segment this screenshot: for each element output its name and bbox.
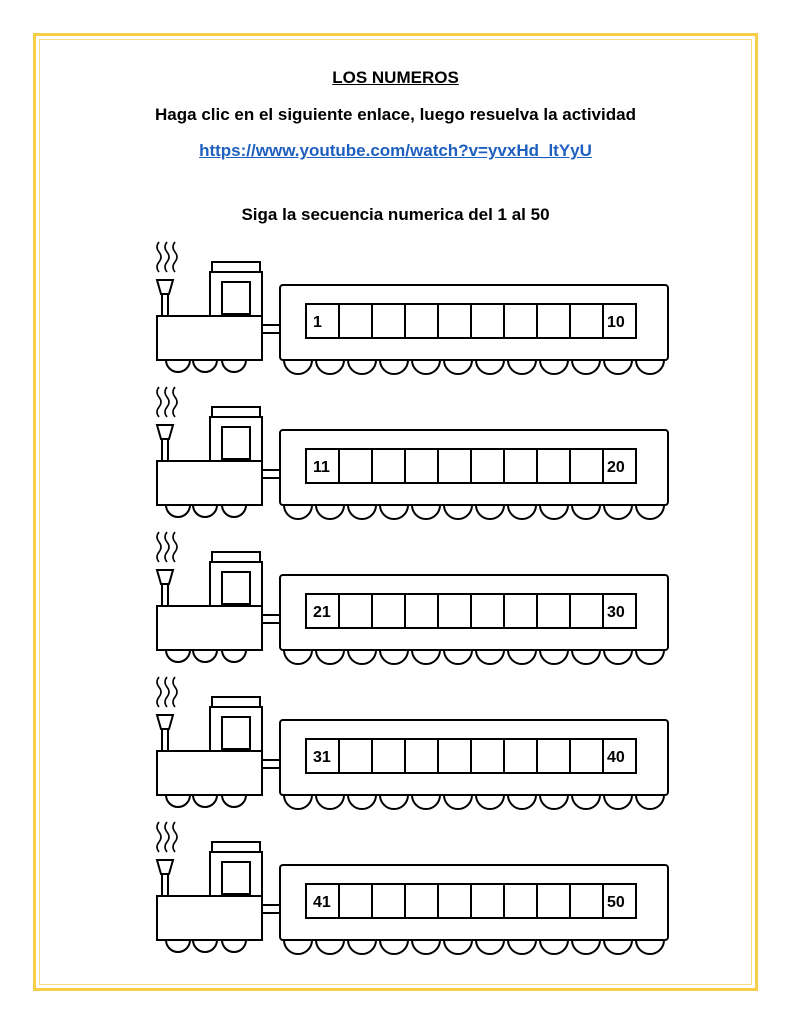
wheel-icon: [476, 505, 504, 519]
wheel-icon: [444, 940, 472, 954]
end-number: 40: [607, 749, 625, 766]
wheel-icon: [166, 360, 190, 372]
number-box: [570, 739, 603, 773]
wheel-icon: [508, 360, 536, 374]
wheel-icon: [572, 360, 600, 374]
chimney-icon: [157, 570, 173, 584]
wheel-icon: [636, 650, 664, 664]
number-box: [504, 304, 537, 338]
number-box: [471, 304, 504, 338]
end-number: 50: [607, 894, 625, 911]
wheel-icon: [348, 795, 376, 809]
number-box: [372, 304, 405, 338]
wheel-icon: [316, 795, 344, 809]
number-box: [405, 449, 438, 483]
number-box: [339, 739, 372, 773]
wheel-icon: [193, 360, 217, 372]
coupling: [262, 905, 280, 913]
chimney-icon: [157, 425, 173, 439]
page-title: LOS NUMEROS: [332, 68, 459, 87]
number-box: [438, 739, 471, 773]
engine-body: [157, 461, 262, 505]
wheel-icon: [380, 360, 408, 374]
wheel-icon: [166, 505, 190, 517]
wheel-icon: [412, 940, 440, 954]
number-box: [504, 884, 537, 918]
wheel-icon: [348, 650, 376, 664]
engine-body: [157, 606, 262, 650]
train-2: [157, 387, 668, 519]
youtube-link[interactable]: https://www.youtube.com/watch?v=yvxHd_ltYyU: [199, 141, 592, 160]
wheel-icon: [166, 795, 190, 807]
chimney-stem: [162, 584, 168, 606]
cabin-roof: [212, 552, 260, 562]
number-box: [339, 594, 372, 628]
start-number: 41: [313, 894, 331, 911]
wheel-icon: [636, 505, 664, 519]
wheel-icon: [284, 940, 312, 954]
wheel-icon: [476, 940, 504, 954]
chimney-stem: [162, 874, 168, 896]
wheel-icon: [572, 650, 600, 664]
wheel-icon: [193, 650, 217, 662]
wheel-icon: [348, 940, 376, 954]
coupling: [262, 470, 280, 478]
wheel-icon: [193, 940, 217, 952]
wheel-icon: [508, 505, 536, 519]
number-box: [438, 449, 471, 483]
number-box: [537, 739, 570, 773]
number-box: [438, 884, 471, 918]
wheel-icon: [316, 650, 344, 664]
wheel-icon: [508, 650, 536, 664]
wheel-icon: [540, 650, 568, 664]
train-5: [157, 822, 668, 954]
coupling: [262, 325, 280, 333]
chimney-icon: [157, 715, 173, 729]
smoke-icon: [157, 822, 161, 852]
train-3: [157, 532, 668, 664]
smoke-icon: [173, 532, 177, 562]
number-box: [504, 449, 537, 483]
number-box: [405, 594, 438, 628]
cabin-roof: [212, 407, 260, 417]
wheel-icon: [572, 505, 600, 519]
wheel-icon: [193, 795, 217, 807]
wheel-icon: [476, 795, 504, 809]
cabin-roof: [212, 842, 260, 852]
wheel-icon: [540, 360, 568, 374]
wheel-icon: [222, 940, 246, 952]
wheel-icon: [193, 505, 217, 517]
end-number: 20: [607, 459, 625, 476]
number-box: [471, 884, 504, 918]
train-1: [157, 242, 668, 374]
number-box: [372, 594, 405, 628]
end-number: 10: [607, 314, 625, 331]
cabin-roof: [212, 697, 260, 707]
number-box: [570, 594, 603, 628]
wheel-icon: [604, 940, 632, 954]
wheel-icon: [508, 940, 536, 954]
number-box: [537, 594, 570, 628]
wheel-icon: [572, 940, 600, 954]
cabin-window: [222, 717, 250, 749]
number-box: [306, 304, 339, 338]
smoke-icon: [157, 242, 161, 272]
wheel-icon: [604, 360, 632, 374]
smoke-icon: [165, 677, 169, 707]
chimney-stem: [162, 294, 168, 316]
wheel-icon: [222, 360, 246, 372]
wheel-icon: [636, 795, 664, 809]
number-box: [570, 304, 603, 338]
chimney-stem: [162, 729, 168, 751]
number-box: [471, 449, 504, 483]
smoke-icon: [157, 677, 161, 707]
start-number: 11: [313, 459, 330, 476]
number-box: [438, 594, 471, 628]
wheel-icon: [572, 795, 600, 809]
smoke-icon: [173, 677, 177, 707]
wheel-icon: [540, 795, 568, 809]
coupling: [262, 615, 280, 623]
engine-body: [157, 751, 262, 795]
cabin-window: [222, 572, 250, 604]
number-box: [339, 449, 372, 483]
wheel-icon: [540, 940, 568, 954]
number-box: [372, 449, 405, 483]
number-box: [537, 884, 570, 918]
wheel-icon: [284, 360, 312, 374]
wheel-icon: [412, 505, 440, 519]
train-4: [157, 677, 668, 809]
number-box: [471, 739, 504, 773]
wheel-icon: [636, 360, 664, 374]
wheel-icon: [540, 505, 568, 519]
number-box: [471, 594, 504, 628]
number-box: [537, 304, 570, 338]
engine-body: [157, 896, 262, 940]
smoke-icon: [165, 822, 169, 852]
engine-body: [157, 316, 262, 360]
wheel-icon: [508, 795, 536, 809]
wheel-icon: [604, 650, 632, 664]
wheel-icon: [380, 795, 408, 809]
wheel-icon: [284, 505, 312, 519]
smoke-icon: [165, 532, 169, 562]
cabin-roof: [212, 262, 260, 272]
wheel-icon: [444, 795, 472, 809]
smoke-icon: [165, 242, 169, 272]
wheel-icon: [222, 650, 246, 662]
start-number: 1: [313, 314, 322, 331]
instruction-text: Haga clic en el siguiente enlace, luego resuelva la actividad: [155, 105, 636, 124]
smoke-icon: [157, 387, 161, 417]
wheel-icon: [412, 650, 440, 664]
number-box: [405, 884, 438, 918]
wheel-icon: [380, 940, 408, 954]
start-number: 21: [313, 604, 331, 621]
wheel-icon: [444, 360, 472, 374]
number-box: [537, 449, 570, 483]
wheel-icon: [412, 795, 440, 809]
smoke-icon: [165, 387, 169, 417]
wheel-icon: [604, 795, 632, 809]
smoke-icon: [173, 242, 177, 272]
smoke-icon: [173, 387, 177, 417]
start-number: 31: [313, 749, 331, 766]
number-box: [339, 884, 372, 918]
wheel-icon: [636, 940, 664, 954]
wheel-icon: [348, 360, 376, 374]
wheel-icon: [222, 795, 246, 807]
wheel-icon: [316, 940, 344, 954]
number-box: [339, 304, 372, 338]
number-box: [570, 884, 603, 918]
number-box: [372, 884, 405, 918]
wheel-icon: [348, 505, 376, 519]
wheel-icon: [476, 360, 504, 374]
end-number: 30: [607, 604, 625, 621]
coupling: [262, 760, 280, 768]
smoke-icon: [157, 532, 161, 562]
wheel-icon: [284, 795, 312, 809]
number-box: [405, 739, 438, 773]
wheel-icon: [604, 505, 632, 519]
wheel-icon: [444, 505, 472, 519]
wheel-icon: [380, 505, 408, 519]
number-box: [570, 449, 603, 483]
chimney-stem: [162, 439, 168, 461]
wheel-icon: [222, 505, 246, 517]
wheel-icon: [316, 505, 344, 519]
chimney-icon: [157, 280, 173, 294]
wheel-icon: [166, 650, 190, 662]
number-box: [372, 739, 405, 773]
wheel-icon: [412, 360, 440, 374]
wheel-icon: [316, 360, 344, 374]
smoke-icon: [173, 822, 177, 852]
wheel-icon: [284, 650, 312, 664]
activity-subtitle: Siga la secuencia numerica del 1 al 50: [241, 205, 550, 224]
number-box: [438, 304, 471, 338]
number-box: [504, 739, 537, 773]
chimney-icon: [157, 860, 173, 874]
cabin-window: [222, 427, 250, 459]
wheel-icon: [476, 650, 504, 664]
wheel-icon: [444, 650, 472, 664]
number-box: [504, 594, 537, 628]
cabin-window: [222, 282, 250, 314]
wheel-icon: [380, 650, 408, 664]
wheel-icon: [166, 940, 190, 952]
cabin-window: [222, 862, 250, 894]
number-box: [405, 304, 438, 338]
